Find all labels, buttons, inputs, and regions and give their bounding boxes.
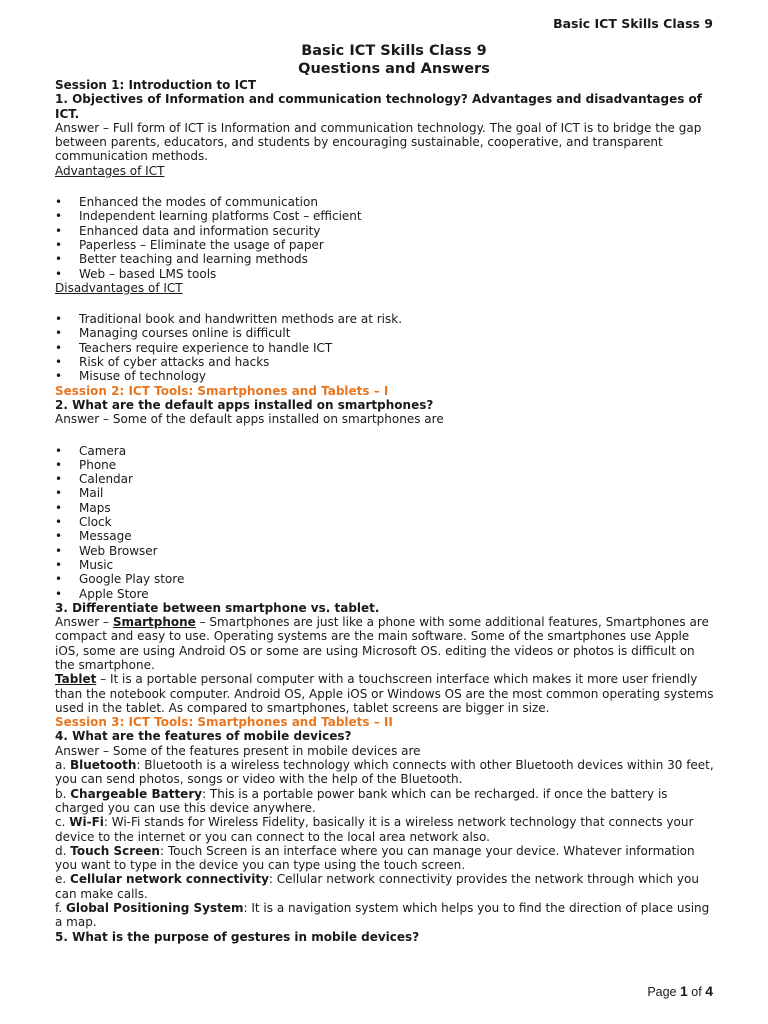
feature-term: Cellular network connectivity bbox=[70, 872, 269, 887]
list-item: • Traditional book and handwritten methods are at risk. bbox=[55, 312, 715, 326]
feature-term: Global Positioning System bbox=[65, 901, 244, 916]
smartphone-term: Smartphone bbox=[112, 615, 196, 630]
feature-term: Wi-Fi bbox=[69, 815, 104, 830]
session-3-heading: Session 3: ICT Tools: Smartphones and Tablets – II bbox=[55, 715, 393, 730]
default-apps-list bbox=[55, 444, 715, 601]
feature-item: a. Bluetooth: Bluetooth is a wireless technology which connects with other Bluetooth devices within 30 feet, you can send photos, songs or video with the help of the Bluetooth. bbox=[55, 758, 714, 787]
feature-term: Chargeable Battery bbox=[70, 786, 203, 801]
list-item: • Independent learning platforms Cost – efficient bbox=[55, 209, 715, 223]
list-item: • Maps bbox=[55, 501, 715, 515]
list-item: • Paperless – Eliminate the usage of paper bbox=[55, 238, 715, 252]
feature-item: f. Global Positioning System: It is a navigation system which helps you to find the direction of place using a map. bbox=[55, 901, 710, 930]
feature-item: b. Chargeable Battery: This is a portable power bank which can be recharged. if once the battery is charged you can use this device anywhere. bbox=[55, 786, 668, 815]
list-item: • Enhanced data and information security bbox=[55, 224, 715, 238]
list-item: • Message bbox=[55, 529, 715, 543]
session-1-heading: Session 1: Introduction to ICT bbox=[55, 78, 257, 92]
list-item: • Teachers require experience to handle ICT bbox=[55, 341, 715, 355]
current-page: 1 bbox=[680, 983, 688, 999]
list-item: • Web Browser bbox=[55, 544, 715, 558]
disadvantages-list bbox=[55, 312, 715, 383]
question-4: 4. What are the features of mobile devices? bbox=[55, 729, 352, 744]
document-title: Basic ICT Skills Class 9 bbox=[301, 43, 487, 59]
list-item: • Enhanced the modes of communication bbox=[55, 195, 715, 209]
list-item: • Better teaching and learning methods bbox=[55, 252, 715, 266]
list-item: • Apple Store bbox=[55, 587, 715, 601]
list-item: • Misuse of technology bbox=[55, 369, 715, 383]
answer-prefix: Answer – bbox=[55, 615, 113, 630]
feature-item: e. Cellular network connectivity: Cellular network connectivity provides the network through which you can make calls. bbox=[55, 872, 699, 901]
question-3: 3. Differentiate between smartphone vs. tablet. bbox=[55, 600, 380, 615]
list-item: • Risk of cyber attacks and hacks bbox=[55, 355, 715, 369]
question-1: 1. Objectives of Information and communication technology? Advantages and disadvantages of ICT. bbox=[55, 92, 703, 121]
feature-term: Bluetooth bbox=[69, 758, 137, 773]
answer-4: Answer – Some of the features present in mobile devices are bbox=[55, 743, 421, 758]
document-subtitle: Questions and Answers bbox=[298, 61, 490, 77]
list-item: • Google Play store bbox=[55, 572, 715, 586]
feature-term: Touch Screen bbox=[70, 843, 160, 858]
answer-1: Answer – Full form of ICT is Information and communication technology. The goal of ICT is to bridge the gap between parents, educators, and students by encouraging sustainable, cooperative, and transparent communication methods. bbox=[55, 120, 702, 164]
list-item: • Mail bbox=[55, 486, 715, 500]
advantages-list bbox=[55, 195, 715, 281]
list-item: • Camera bbox=[55, 444, 715, 458]
running-header: Basic ICT Skills Class 9 bbox=[553, 16, 713, 31]
question-5: 5. What is the purpose of gestures in mobile devices? bbox=[55, 929, 420, 944]
answer-2: Answer – Some of the default apps installed on smartphones are bbox=[55, 412, 444, 427]
list-item: • Clock bbox=[55, 515, 715, 529]
list-item: • Phone bbox=[55, 458, 715, 472]
tablet-term: Tablet bbox=[55, 672, 97, 687]
page-number: Page 1 of 4 bbox=[647, 983, 713, 999]
list-item: • Managing courses online is difficult bbox=[55, 326, 715, 340]
advantages-heading: Advantages of ICT bbox=[55, 163, 165, 178]
total-pages: 4 bbox=[705, 983, 713, 999]
document-body bbox=[55, 42, 715, 944]
answer-3-smartphone bbox=[55, 615, 715, 672]
list-item: • Music bbox=[55, 558, 715, 572]
feature-item: d. Touch Screen: Touch Screen is an interface where you can manage your device. Whatever information you want to type in the device you can type using the touch screen. bbox=[55, 843, 695, 873]
answer-3-tablet bbox=[55, 672, 715, 715]
question-2: 2. What are the default apps installed on smartphones? bbox=[55, 397, 434, 412]
tablet-description: – It is a portable personal computer with a touchscreen interface which makes it more user friendly than the notebook computer. Android OS, Apple iOS or Windows OS are the most common operating systems used in the tablet. As compared to smartphones, tablet screens are bigger in size. bbox=[55, 672, 714, 715]
list-item: • Calendar bbox=[55, 472, 715, 486]
disadvantages-heading: Disadvantages of ICT bbox=[55, 280, 183, 295]
smartphone-description: – Smartphones are just like a phone with some additional features, Smartphones are compact and easy to use. Operating systems are the main software. Some of the smartphones use Apple iOS, some are using Android OS or some are using Microsoft OS. editing the videos or photos is difficult on the smartphone. bbox=[55, 615, 709, 672]
feature-item: c. Wi-Fi: Wi-Fi stands for Wireless Fidelity, basically it is a wireless network technology that connects your device to the internet or you can connect to the local area network also. bbox=[55, 815, 694, 844]
list-item: • Web – based LMS tools bbox=[55, 267, 715, 281]
session-2-heading: Session 2: ICT Tools: Smartphones and Tablets – I bbox=[55, 383, 389, 398]
